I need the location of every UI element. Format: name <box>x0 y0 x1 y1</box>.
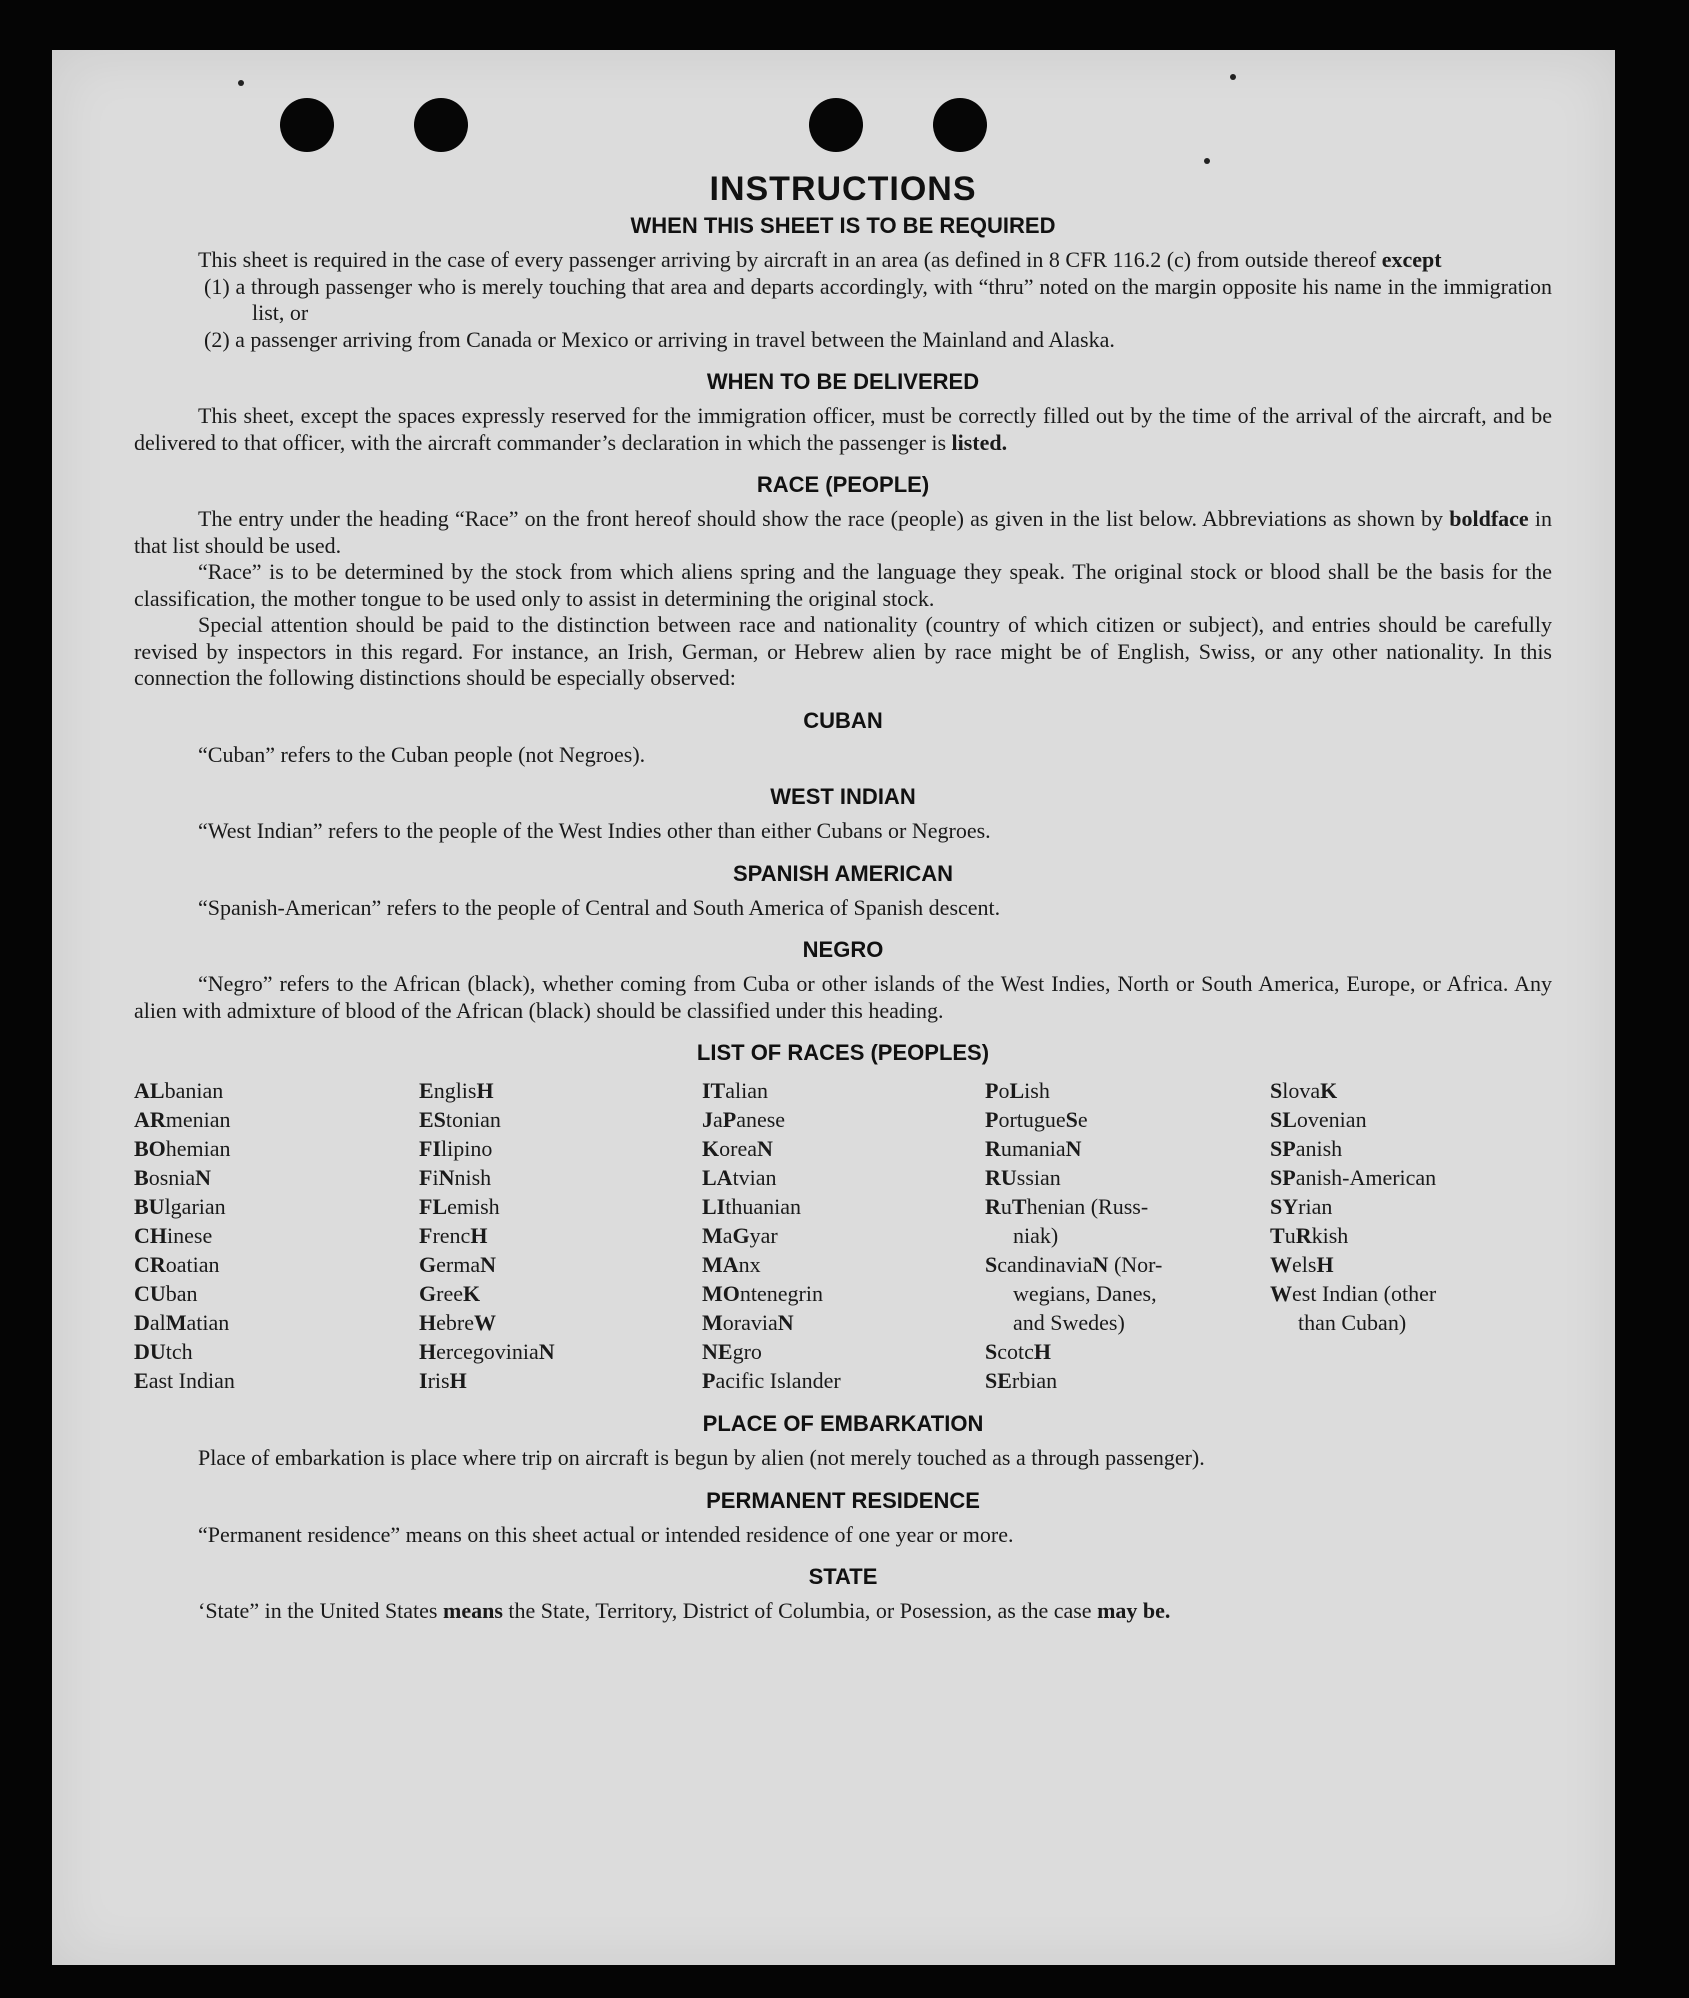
race-entry-text: emish <box>447 1194 500 1219</box>
section-heading: WHEN THIS SHEET IS TO BE REQUIRED <box>630 213 1056 238</box>
race-entry <box>1270 1163 1530 1192</box>
race-entry <box>419 1221 702 1250</box>
speck <box>238 80 244 86</box>
race-abbreviation: N <box>756 1136 773 1161</box>
race-abbreviation: P <box>985 1107 999 1132</box>
race-entry-text: ban <box>165 1281 198 1306</box>
section-heading: STATE <box>808 1564 878 1589</box>
race-abbreviation: P <box>702 1368 716 1393</box>
race-abbreviation: BU <box>134 1194 165 1219</box>
race-entry-text: ercegovinia <box>436 1339 539 1364</box>
race-entry-text: els <box>1292 1252 1317 1277</box>
race-entry-text: ebre <box>436 1310 474 1335</box>
race-entry <box>419 1134 702 1163</box>
race-entry <box>134 1221 419 1250</box>
race-entry <box>702 1105 985 1134</box>
race-abbreviation: I <box>419 1368 428 1393</box>
race-abbreviation: H <box>476 1078 494 1103</box>
race-entry-text: est Indian (other <box>1292 1281 1437 1306</box>
paragraph: Place of embarkation is place where trip on aircraft is begun by alien (not merely touched as a through passenger). <box>198 1445 1205 1470</box>
race-entry <box>985 1279 1270 1308</box>
race-abbreviation: CH <box>134 1223 167 1248</box>
race-entry-text: ris <box>427 1368 450 1393</box>
race-abbreviation: SE <box>985 1368 1012 1393</box>
race-entry <box>985 1163 1270 1192</box>
race-abbreviation: AR <box>134 1107 166 1132</box>
race-entry <box>134 1192 419 1221</box>
punch-hole <box>809 98 863 152</box>
race-entry-text: a <box>722 1223 733 1248</box>
page-title: INSTRUCTIONS <box>709 170 977 208</box>
race-abbreviation: DU <box>134 1339 166 1364</box>
list-item: (1) a through passenger who is merely touching that area and departs accordingly, with “thru” noted on the margin opposite his name in the immigration list, or <box>204 273 1552 325</box>
race-abbreviation: B <box>134 1165 149 1190</box>
race-entry-text: alian <box>725 1078 769 1103</box>
race-abbreviation: D <box>134 1310 150 1335</box>
race-entry-text: acific Islander <box>715 1368 841 1393</box>
race-entry-text: ast Indian <box>148 1368 235 1393</box>
race-entry-text: tch <box>165 1339 193 1364</box>
race-entry-text: ovenian <box>1296 1107 1367 1132</box>
race-entry <box>419 1308 702 1337</box>
race-entry <box>134 1163 419 1192</box>
race-abbreviation: H <box>1033 1339 1052 1364</box>
race-entry-text: anish <box>1295 1136 1343 1161</box>
race-entry-text: rian <box>1298 1194 1333 1219</box>
race-entry-text: o <box>998 1078 1010 1103</box>
document-sheet <box>52 50 1615 1965</box>
race-entry-text: wegians, Danes, <box>1013 1281 1157 1306</box>
race-entry <box>419 1366 702 1395</box>
race-entry-text: niak) <box>1013 1223 1059 1248</box>
race-entry-text: and Swedes) <box>1013 1310 1125 1335</box>
race-abbreviation: N <box>538 1339 555 1364</box>
race-entry-text: orea <box>719 1136 757 1161</box>
race-abbreviation: G <box>732 1223 750 1248</box>
race-entry <box>1270 1192 1530 1221</box>
race-entry-text: anish-American <box>1295 1165 1437 1190</box>
race-entry <box>702 1134 985 1163</box>
race-entry-text: inese <box>167 1223 213 1248</box>
race-entry-text: (Nor- <box>1108 1252 1163 1277</box>
race-entry-text: lipino <box>441 1136 493 1161</box>
race-abbreviation: FL <box>419 1194 448 1219</box>
race-abbreviation: S <box>1270 1078 1283 1103</box>
paragraph: “Cuban” refers to the Cuban people (not Negroes). <box>198 741 646 767</box>
race-entry-text: rbian <box>1011 1368 1058 1393</box>
race-abbreviation: RU <box>985 1165 1017 1190</box>
race-entry <box>134 1279 419 1308</box>
race-abbreviation: R <box>985 1136 1001 1161</box>
race-abbreviation: IT <box>702 1078 726 1103</box>
race-entry <box>702 1366 985 1395</box>
race-abbreviation: R <box>1295 1223 1312 1248</box>
race-abbreviation: NE <box>702 1339 733 1364</box>
race-entry-text: oravia <box>722 1310 778 1335</box>
race-abbreviation: N <box>1065 1136 1082 1161</box>
race-entry <box>1270 1279 1530 1308</box>
punch-hole <box>414 98 468 152</box>
race-entry-text: banian <box>164 1078 224 1103</box>
race-entry <box>419 1337 702 1366</box>
race-entry <box>134 1134 419 1163</box>
race-entry-text: ree <box>436 1281 463 1306</box>
section-heading: RACE (PEOPLE) <box>756 472 930 497</box>
race-abbreviation: LA <box>702 1165 733 1190</box>
race-abbreviation: E <box>419 1078 434 1103</box>
race-abbreviation: W <box>1270 1281 1292 1306</box>
race-entry-text: thuanian <box>725 1194 802 1219</box>
race-entry-text: u <box>1284 1223 1296 1248</box>
race-entry-text: ish <box>1024 1078 1050 1103</box>
race-abbreviation: F <box>419 1165 433 1190</box>
race-entry <box>134 1366 419 1395</box>
race-entry-text: hemian <box>165 1136 231 1161</box>
race-entry <box>134 1105 419 1134</box>
race-abbreviation: H <box>470 1223 488 1248</box>
race-entry <box>419 1192 702 1221</box>
race-entry-text: henian (Russ- <box>1026 1194 1149 1219</box>
race-entry-text: ntenegrin <box>739 1281 823 1306</box>
section-heading: WEST INDIAN <box>770 784 916 809</box>
race-entry-text: cotc <box>997 1339 1034 1364</box>
race-entry <box>702 1192 985 1221</box>
paragraph: Special attention should be paid to the distinction between race and nationality (country of which citizen or subject), and entries should be carefully revised by inspectors in this regard. For instance, an Irish, German, or Hebrew alien by race might be of English, Swiss, or any other nationality. In this connection the following distinctions should be especially observed: <box>134 612 1552 690</box>
paragraph: The entry under the heading “Race” on the front hereof should show the race (people) as given in the list below. Abbreviations as shown by boldface in that list should be used. <box>134 506 1553 558</box>
race-entry-text: i <box>432 1165 439 1190</box>
race-abbreviation: T <box>1011 1194 1027 1219</box>
section-heading: NEGRO <box>802 937 884 962</box>
race-abbreviation: SY <box>1270 1194 1299 1219</box>
race-entry <box>985 1337 1270 1366</box>
race-entry-text: osnia <box>148 1165 196 1190</box>
race-abbreviation: E <box>134 1368 149 1393</box>
race-entry-text: renc <box>432 1223 471 1248</box>
race-abbreviation: CR <box>134 1252 166 1277</box>
race-abbreviation: W <box>1270 1252 1292 1277</box>
speck <box>1230 74 1236 80</box>
race-column <box>985 1076 1270 1395</box>
race-entry <box>702 1076 985 1105</box>
race-abbreviation: F <box>419 1223 433 1248</box>
race-abbreviation: S <box>985 1339 998 1364</box>
race-entry <box>419 1076 702 1105</box>
race-abbreviation: L <box>1009 1078 1025 1103</box>
race-abbreviation: LI <box>702 1194 726 1219</box>
race-entry-text: tvian <box>732 1165 777 1190</box>
race-entry <box>134 1076 419 1105</box>
race-entry <box>1270 1134 1530 1163</box>
race-abbreviation: K <box>1320 1078 1338 1103</box>
race-entry-text: erma <box>436 1252 481 1277</box>
race-entry <box>985 1192 1270 1221</box>
section-heading: CUBAN <box>803 707 883 733</box>
race-list <box>134 1076 1552 1395</box>
race-abbreviation: MO <box>702 1281 740 1306</box>
race-abbreviation: S <box>1065 1107 1078 1132</box>
race-abbreviation: N <box>438 1165 455 1190</box>
race-abbreviation: N <box>480 1252 496 1277</box>
race-entry <box>702 1221 985 1250</box>
instructions-content <box>134 170 1552 1625</box>
race-abbreviation: H <box>449 1368 467 1393</box>
race-abbreviation: G <box>419 1252 437 1277</box>
race-entry <box>1270 1076 1530 1105</box>
race-entry <box>1270 1250 1530 1279</box>
race-entry <box>419 1250 702 1279</box>
paragraph: This sheet, except the spaces expressly reserved for the immigration officer, must be correctly filled out by the time of the arrival of the aircraft, and be delivered to that officer, with the aircraft commander’s declaration in which the passenger is listed. <box>134 403 1552 455</box>
race-column <box>1270 1076 1530 1395</box>
race-entry-text: anese <box>736 1107 786 1132</box>
race-entry-text: kish <box>1311 1223 1349 1248</box>
race-entry <box>702 1163 985 1192</box>
race-abbreviation: K <box>702 1136 720 1161</box>
race-entry <box>985 1221 1270 1250</box>
race-abbreviation: G <box>419 1281 437 1306</box>
race-abbreviation: ES <box>419 1107 446 1132</box>
race-entry-text: oatian <box>165 1252 220 1277</box>
race-abbreviation: N <box>1092 1252 1109 1277</box>
section-heading: PLACE OF EMBARKATION <box>702 1411 984 1436</box>
section-heading: SPANISH AMERICAN <box>732 860 953 886</box>
race-entry-text: ssian <box>1016 1165 1061 1190</box>
race-abbreviation: SP <box>1270 1165 1296 1190</box>
race-entry-text: yar <box>749 1223 778 1248</box>
race-abbreviation: H <box>419 1339 437 1364</box>
race-entry <box>134 1250 419 1279</box>
race-entry-text: lova <box>1282 1078 1321 1103</box>
race-entry-text: candinavia <box>997 1252 1093 1277</box>
race-entry-text: menian <box>165 1107 231 1132</box>
race-abbreviation: M <box>702 1223 723 1248</box>
paragraph: “Race” is to be determined by the stock from which aliens spring and the language they speak. The original stock or blood shall be the basis for the classification, the mother tongue to be used only to assist in determining the original stock. <box>134 559 1552 611</box>
race-entry <box>702 1279 985 1308</box>
race-entry <box>1270 1221 1530 1250</box>
race-abbreviation: S <box>985 1252 998 1277</box>
race-abbreviation: K <box>462 1281 481 1306</box>
race-abbreviation: CU <box>134 1281 166 1306</box>
race-abbreviation: H <box>1316 1252 1334 1277</box>
race-column <box>419 1076 702 1395</box>
race-abbreviation: P <box>985 1078 999 1103</box>
race-entry <box>702 1250 985 1279</box>
race-abbreviation: J <box>702 1107 713 1132</box>
race-abbreviation: M <box>165 1310 187 1335</box>
race-entry-text: tonian <box>445 1107 501 1132</box>
race-abbreviation: AL <box>134 1078 165 1103</box>
race-entry-text: ortugue <box>998 1107 1066 1132</box>
paragraph: “Permanent residence” means on this sheet actual or intended residence of one year or more. <box>198 1521 1014 1547</box>
paragraph: This sheet is required in the case of every passenger arriving by aircraft in an area (as defined in 8 CFR 116.2 (c) from outside thereof except <box>198 247 1442 272</box>
race-entry-text: nx <box>738 1252 761 1277</box>
section-heading: PERMANENT RESIDENCE <box>706 1487 980 1513</box>
paragraph: ‘State” in the United States means the State, Territory, District of Columbia, or Posession, as the case may be. <box>198 1598 1171 1623</box>
race-entry <box>985 1250 1270 1279</box>
race-column <box>134 1076 419 1395</box>
race-abbreviation: FI <box>419 1136 441 1161</box>
race-entry <box>702 1337 985 1366</box>
race-entry-text: lgarian <box>164 1194 226 1219</box>
race-entry <box>419 1163 702 1192</box>
race-entry <box>134 1308 419 1337</box>
race-entry <box>1270 1308 1530 1337</box>
race-abbreviation: BO <box>134 1136 166 1161</box>
race-abbreviation: SP <box>1270 1136 1296 1161</box>
race-abbreviation: M <box>702 1310 723 1335</box>
paragraph: “West Indian” refers to the people of the West Indies other than either Cubans or Negroes. <box>198 818 991 843</box>
race-abbreviation: H <box>419 1310 437 1335</box>
race-entry-text: gro <box>732 1339 762 1364</box>
list-item: (2) a passenger arriving from Canada or Mexico or arriving in travel between the Mainland and Alaska. <box>204 326 1115 352</box>
race-entry-text: than Cuban) <box>1298 1310 1407 1335</box>
race-abbreviation: W <box>473 1310 496 1335</box>
race-entry-text: atian <box>186 1310 230 1335</box>
race-entry <box>134 1337 419 1366</box>
race-abbreviation: R <box>985 1194 1001 1219</box>
race-entry <box>419 1105 702 1134</box>
race-entry <box>985 1308 1270 1337</box>
race-entry <box>985 1076 1270 1105</box>
race-column <box>702 1076 985 1395</box>
race-entry <box>985 1134 1270 1163</box>
punch-hole <box>280 98 334 152</box>
race-entry <box>1270 1105 1530 1134</box>
section-heading: LIST OF RACES (PEOPLES) <box>696 1040 990 1065</box>
race-entry-text: e <box>1077 1107 1088 1132</box>
race-entry-text: nish <box>454 1165 492 1190</box>
race-abbreviation: P <box>722 1107 737 1132</box>
section-heading: WHEN TO BE DELIVERED <box>706 369 980 394</box>
race-abbreviation: N <box>777 1310 794 1335</box>
race-abbreviation: N <box>195 1165 212 1190</box>
race-entry-text: u <box>1000 1194 1012 1219</box>
speck <box>1204 158 1210 164</box>
punch-hole <box>933 98 987 152</box>
race-abbreviation: T <box>1270 1223 1285 1248</box>
paragraph: “Spanish-American” refers to the people of Central and South America of Spanish descent. <box>198 894 1001 920</box>
race-abbreviation: SL <box>1270 1107 1297 1132</box>
race-entry <box>702 1308 985 1337</box>
race-entry-text: nglis <box>433 1078 477 1103</box>
race-entry <box>985 1105 1270 1134</box>
race-abbreviation: MA <box>702 1252 739 1277</box>
race-entry-text: umania <box>1000 1136 1066 1161</box>
race-entry-text: al <box>149 1310 166 1335</box>
paragraph: “Negro” refers to the African (black), whether coming from Cuba or other islands of the West Indies, North or South America, Europe, or Africa. Any alien with admixture of blood of the African (black) should be classified under this heading. <box>134 971 1552 1023</box>
race-entry <box>419 1279 702 1308</box>
race-entry-text: a <box>713 1107 723 1132</box>
race-entry <box>985 1366 1270 1395</box>
